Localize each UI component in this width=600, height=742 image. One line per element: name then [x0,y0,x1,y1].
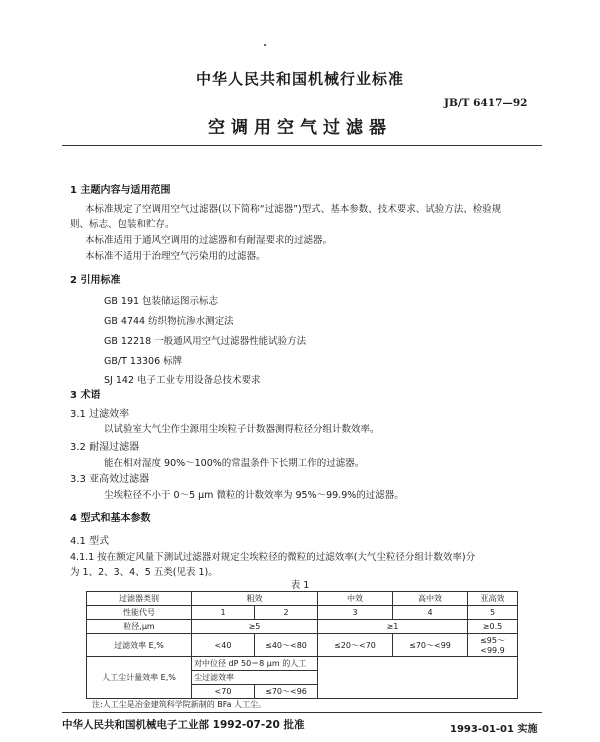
footer-rule [62,712,542,713]
table-note: 注:人工尘是冶金建筑科学院新制的 BFa 人工尘。 [92,700,267,709]
ref-item: GB 4744 纺织物抗渗水测定法 [104,316,234,327]
table-row [87,620,518,634]
efficiency-cell: ≤40～<80 [255,634,318,657]
row-label: 粒径,μm [87,620,192,634]
section-3-heading: 3 术语 [70,390,101,401]
document-title: 空调用空气过滤器 [208,118,392,138]
code-cell: 4 [393,606,468,620]
size-cell: ≥5 [192,620,318,634]
effective-date: 1993-01-01 实施 [450,724,538,735]
dust-desc-line2: 尘过滤效率 [192,671,318,685]
dust-efficiency-cell: <70 [192,685,255,699]
row-label: 过滤器类别 [87,592,192,606]
section-1-para1-line2: 则、标志、包装和贮存。 [70,219,175,230]
term-3-1-text: 以试验室大气尘作尘源用尘埃粒子计数器测得粒径分组计数效率。 [104,424,380,435]
efficiency-cell: ≤95～<99.9 [468,634,518,657]
table-row [87,592,518,606]
term-3-3-heading: 3.3 亚高效过滤器 [70,474,150,485]
ref-item: SJ 142 电子工业专用设备总技术要求 [104,375,261,386]
efficiency-cell: ≤20～<70 [318,634,393,657]
category-medium: 中效 [318,592,393,606]
size-cell: ≥0.5 [468,620,518,634]
section-2-heading: 2 引用标准 [70,275,121,286]
code-cell: 2 [255,606,318,620]
category-high-medium: 高中效 [393,592,468,606]
scan-speck [264,44,266,46]
efficiency-cell: ≤70～<99 [393,634,468,657]
ref-item: GB 12218 一般通风用空气过滤器性能试验方法 [104,336,307,347]
clause-4-1-1-line1: 4.1.1 按在额定风量下测试过滤器对规定尘埃粒径的微粒的过滤效率(大气尘粒径分组计数效率)分 [70,552,476,563]
efficiency-cell: <40 [192,634,255,657]
row-label: 人工尘计量效率 E,% [87,657,192,699]
section-4-heading: 4 型式和基本参数 [70,513,151,524]
term-3-1-heading: 3.1 过滤效率 [70,409,130,420]
header-rule [62,145,542,146]
row-label: 过滤效率 E,% [87,634,192,657]
category-coarse: 粗效 [192,592,318,606]
section-1-heading: 1 主题内容与适用范围 [70,185,171,196]
table-row [87,657,518,671]
row-label: 性能代号 [87,606,192,620]
clause-4-1-1-line2: 为 1、2、3、4、5 五类(见表 1)。 [70,567,218,578]
section-1-para1-line1: 本标准规定了空调用空气过滤器(以下简称“过滤器”)型式、基本参数、技术要求、试验方法、检验规 [85,204,502,215]
standard-number: JB/T 6417—92 [444,97,528,109]
empty-cell [318,657,518,699]
code-cell: 1 [192,606,255,620]
term-3-3-text: 尘埃粒径不小于 0～5 μm 微粒的计数效率为 95%～99.9%的过滤器。 [104,490,404,501]
dust-efficiency-cell: ≤70～<96 [255,685,318,699]
subsection-4-1-heading: 4.1 型式 [70,536,110,547]
filter-class-table [86,591,518,699]
approval-line: 中华人民共和国机械电子工业部 1992-07-20 批准 [62,719,305,731]
section-1-para3: 本标准不适用于治理空气污染用的过滤器。 [85,251,266,262]
code-cell: 3 [318,606,393,620]
dust-desc-line1: 对中位径 dP 50＝8 μm 的人工 [192,657,318,671]
code-cell: 5 [468,606,518,620]
ref-item: GB 191 包装储运图示标志 [104,296,219,307]
term-3-2-heading: 3.2 耐湿过滤器 [70,442,140,453]
section-1-para2: 本标准适用于通风空调用的过滤器和有耐湿要求的过滤器。 [85,235,333,246]
category-sub-high: 亚高效 [468,592,518,606]
issuing-organization: 中华人民共和国机械行业标准 [195,70,404,88]
table-row [87,634,518,657]
table-row [87,606,518,620]
table-caption: 表 1 [290,580,310,591]
size-cell: ≥1 [318,620,468,634]
ref-item: GB/T 13306 标牌 [104,356,183,367]
term-3-2-text: 能在相对湿度 90%～100%的常温条件下长期工作的过滤器。 [104,458,365,469]
